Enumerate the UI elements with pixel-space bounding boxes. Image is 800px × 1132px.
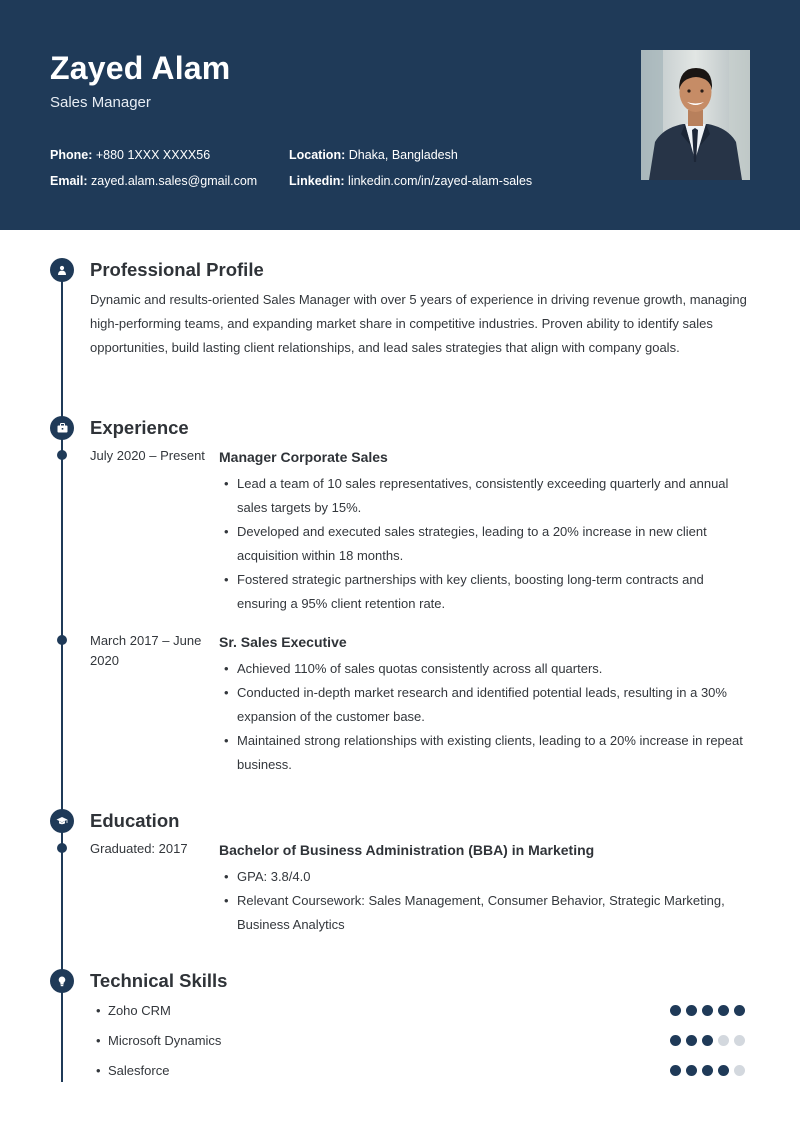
list-item: • Fostered strategic partnerships with key clients, boosting long-term contracts and ensuring a 95% client retention rate. <box>219 568 750 616</box>
list-item: • Maintained strong relationships with existing clients, leading to a 20% increase in repeat business. <box>219 729 750 777</box>
education-section-title: Education <box>90 810 180 831</box>
list-item: • Relevant Coursework: Sales Management, Consumer Behavior, Strategic Marketing, Business Analytics <box>219 889 750 937</box>
list-item: • Conducted in-depth market research and identified potential leads, resulting in a 30% expansion of the customer base. <box>219 681 750 729</box>
list-item: • Achieved 110% of sales quotas consistently across all quarters. <box>219 657 750 681</box>
rating-dot-empty <box>734 1065 745 1076</box>
rating-dot-filled <box>718 1065 729 1076</box>
list-item: • GPA: 3.8/4.0 <box>219 865 750 889</box>
job-date: March 2017 – June 2020 <box>90 633 202 668</box>
graduation-cap-icon <box>50 809 74 833</box>
job-date: July 2020 – Present <box>90 448 205 463</box>
linkedin-label: Linkedin: <box>289 174 345 188</box>
skill-name: • Microsoft Dynamics <box>90 1033 221 1048</box>
rating-dot-empty <box>734 1035 745 1046</box>
degree-title: Bachelor of Business Administration (BBA) in Marketing <box>219 842 595 858</box>
skills-section-title: Technical Skills <box>90 970 228 991</box>
phone-contact <box>50 148 210 162</box>
list-item: • Lead a team of 10 sales representatives, consistently exceeding quarterly and annual sales targets by 15%. <box>219 472 750 520</box>
user-icon <box>50 258 74 282</box>
rating-dot-filled <box>734 1005 745 1016</box>
list-item: • Developed and executed sales strategies, leading to a 20% increase in new client acquisition within 18 months. <box>219 520 750 568</box>
timeline-dot <box>57 843 67 853</box>
phone-label: Phone: <box>50 148 93 162</box>
job-bullets <box>219 657 750 777</box>
rating-dot-filled <box>686 1065 697 1076</box>
rating-dot-empty <box>718 1035 729 1046</box>
graduation-date: Graduated: 2017 <box>90 841 188 856</box>
job-bullets <box>219 472 750 616</box>
linkedin-contact <box>289 174 532 188</box>
rating-dot-filled <box>670 1065 681 1076</box>
education-bullets <box>219 865 750 937</box>
email-label: Email: <box>50 174 88 188</box>
email-contact <box>50 174 257 188</box>
timeline-dot <box>57 635 67 645</box>
resume-header <box>0 0 800 230</box>
rating-dot-filled <box>702 1005 713 1016</box>
rating-dot-filled <box>670 1035 681 1046</box>
rating-dot-filled <box>670 1005 681 1016</box>
skill-rating <box>670 1005 745 1016</box>
rating-dot-filled <box>702 1065 713 1076</box>
skill-name: • Salesforce <box>90 1063 169 1078</box>
skill-rating <box>670 1035 745 1046</box>
linkedin-value[interactable]: linkedin.com/in/zayed-alam-sales <box>348 174 533 188</box>
lightbulb-icon <box>50 969 74 993</box>
email-value[interactable]: zayed.alam.sales@gmail.com <box>91 174 258 188</box>
briefcase-icon <box>50 416 74 440</box>
rating-dot-filled <box>686 1035 697 1046</box>
skill-rating <box>670 1065 745 1076</box>
candidate-role: Sales Manager <box>50 94 151 111</box>
timeline-line <box>61 270 63 1082</box>
rating-dot-filled <box>686 1005 697 1016</box>
rating-dot-filled <box>702 1035 713 1046</box>
location-contact <box>289 148 458 162</box>
profile-photo <box>641 50 750 180</box>
rating-dot-filled <box>718 1005 729 1016</box>
profile-summary: Dynamic and results-oriented Sales Manager with over 5 years of experience in driving revenue growth, managing high-performing teams, and expanding market share in competitive industries. Proven ability to identify sales opportunities, build lasting client relationships, and lead sales strategies that align with company goals. <box>90 292 747 355</box>
timeline-dot <box>57 450 67 460</box>
location-value: Dhaka, Bangladesh <box>348 148 458 162</box>
job-title: Manager Corporate Sales <box>219 449 388 465</box>
profile-section-title: Professional Profile <box>90 259 264 280</box>
skill-name: • Zoho CRM <box>90 1003 171 1018</box>
location-label: Location: <box>289 148 346 162</box>
candidate-name: Zayed Alam <box>50 50 231 86</box>
phone-value: +880 1XXX XXXX56 <box>95 148 211 162</box>
experience-section-title: Experience <box>90 417 189 438</box>
job-title: Sr. Sales Executive <box>219 634 347 650</box>
